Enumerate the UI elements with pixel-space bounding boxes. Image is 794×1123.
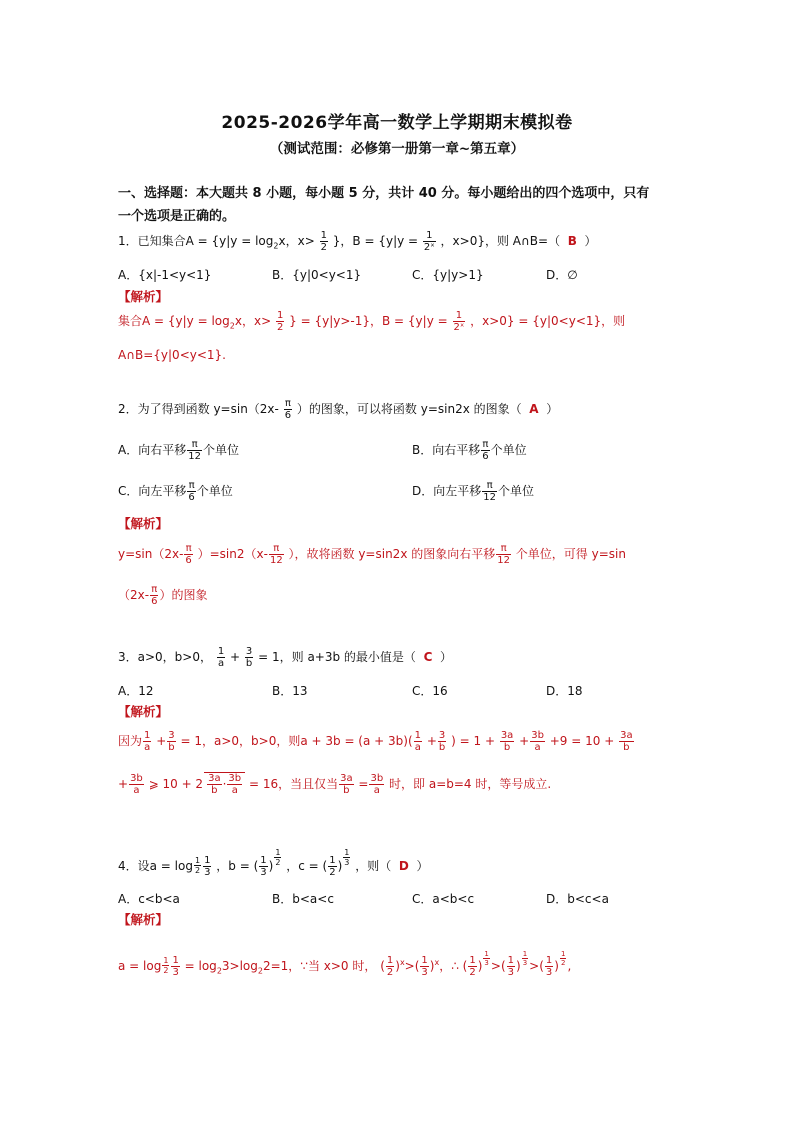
q1-frac-inv-2x: $\frac{1}{\text{2ˣ}}$: [423, 230, 435, 253]
q2-option-a: A．向右平移 $\frac{\pi}{12}$ 个单位: [118, 439, 239, 462]
q3-option-d: D．18: [546, 684, 583, 698]
exam-title: 2025-2026学年高一数学上学期期末模拟卷: [221, 113, 573, 133]
sqrt-expression: $\frac{3a}{b}$ · $\frac{3b}{a}$: [204, 772, 245, 796]
q2-solution-line2: （2x- $\frac{\pi}{6}$ ）的图象: [118, 584, 208, 607]
q2-option-c: C．向左平移 $\frac{\pi}{6}$ 个单位: [118, 480, 233, 503]
q3-option-c: C．16: [412, 684, 448, 698]
q2-analysis-label: 【解析】: [118, 516, 169, 531]
q1-option-b: B．{y|0<y<1}: [272, 268, 362, 282]
q3-solution-line2: + $\frac{3b}{a}$ ⩾ 10 + 2 $\frac{3a}{b}$ · $\frac{3b}{a}$ = 16，当且仅当 $\frac{3a}{b}$ = $\frac{3b}{a}$ 时，即 a=b=4 时，等号成立.: [118, 773, 552, 796]
q1-option-c: C．{y|y>1}: [412, 268, 484, 282]
q1-solution-line1: 集合$A = \{y|y = \log_2x$，x> $\frac{1}{2}$ } = {y|y>-1}，B = {y|y = $\frac{1}{\text{2ˣ}}$ ，x>0} = {y|0<y<1}，则: [118, 310, 626, 333]
q3-analysis-label: 【解析】: [118, 704, 169, 719]
section-heading-line2: 一个选项是正确的。: [118, 209, 236, 224]
q2-answer: A: [529, 402, 539, 416]
q3-solution-line1: 因为 $\frac{1}{a}$ + $\frac{3}{b}$ = 1，a>0，b>0，则a + 3b = (a + 3b)( $\frac{1}{a}$ + $\frac{3}{b}$ ) = 1 + $\frac{3a}{b}$ + $\frac{3b}{a}$ +9 = 10 + $\frac{3a}{b}$: [118, 730, 633, 753]
q4-solution-line1: a = log $\frac{1}{2}$ $\frac{1}{3}$ = $\log_23>\log_22=1$，∵当 x>0 时， ( $\frac{1}{2}$ )$^x$>( $\frac{1}{3}$ )$^x$，∴ ( $\frac{1}{2}$ ) $^{\frac{1}{3}}$ >( $\frac{1}{3}$ ) $^{\frac{1}{3}}$ >( $\frac{1}{3}$ ) $^{\frac{1}{2}}$ ,: [118, 950, 572, 978]
q1-option-d: D．∅: [546, 268, 578, 282]
q3-stem: 3．a>0，b>0， $\frac{1}{a}$ + $\frac{3}{b}$ = 1，则 a+3b 的最小值是（ C ）: [118, 646, 453, 669]
q1-stem: 1．已知集合$A = \{y|y = \log_2x$，x> $\frac{1}{2}$ }，B = {y|y = $\frac{1}{\text{2ˣ}}$ ，x>0}，则 A∩B=（ B ）: [118, 230, 597, 253]
q4-answer: D: [398, 859, 409, 873]
q4-option-b: B．b<a<c: [272, 892, 334, 906]
q3-option-a: A．12: [118, 684, 154, 698]
q4-option-c: C．a<b<c: [412, 892, 475, 906]
q1-frac-half: $\frac{1}{2}$: [320, 230, 327, 253]
exam-subtitle: （测试范围：必修第一册第一章~第五章）: [269, 141, 525, 157]
q2-stem: 2．为了得到函数 y=sin（2x- $\frac{\pi}{6}$ ）的图象，可以将函数 y=sin2x 的图象（ A ）: [118, 398, 559, 421]
q3-answer: C: [423, 650, 433, 664]
q4-option-a: A．c<b<a: [118, 892, 180, 906]
q1-answer: B: [567, 234, 577, 248]
q1-analysis-label: 【解析】: [118, 289, 169, 304]
q4-option-d: D．b<c<a: [546, 892, 609, 906]
q2-option-b: B．向右平移 $\frac{\pi}{6}$ 个单位: [412, 439, 527, 462]
q1-solution-line2: A∩B={y|0<y<1}.: [118, 348, 226, 362]
q4-analysis-label: 【解析】: [118, 912, 169, 927]
section-heading-line1: 一、选择题：本大题共 8 小题，每小题 5 分，共计 40 分。每小题给出的四个选项中，只有: [118, 186, 650, 201]
q3-option-b: B．13: [272, 684, 308, 698]
q4-stem: 4．设a = log $\frac{1}{2}$ $\frac{1}{3}$ ，b = ( $\frac{1}{3}$ ) $^{\frac{1}{2}}$ ，c = ( $\frac{1}{2}$ ) $^{\frac{1}{3}}$ ，则（ D ）: [118, 848, 429, 878]
q2-option-d: D．向左平移 $\frac{\pi}{12}$ 个单位: [412, 480, 534, 503]
q1-option-a: A．{x|-1<y<1}: [118, 268, 212, 282]
q2-solution-line1: y=sin（2x- $\frac{\pi}{6}$ ）=sin2（x- $\frac{\pi}{12}$ ），故将函数 y=sin2x 的图象向右平移 $\frac{\pi}{12}$ 个单位，可得 y=sin: [118, 543, 626, 566]
